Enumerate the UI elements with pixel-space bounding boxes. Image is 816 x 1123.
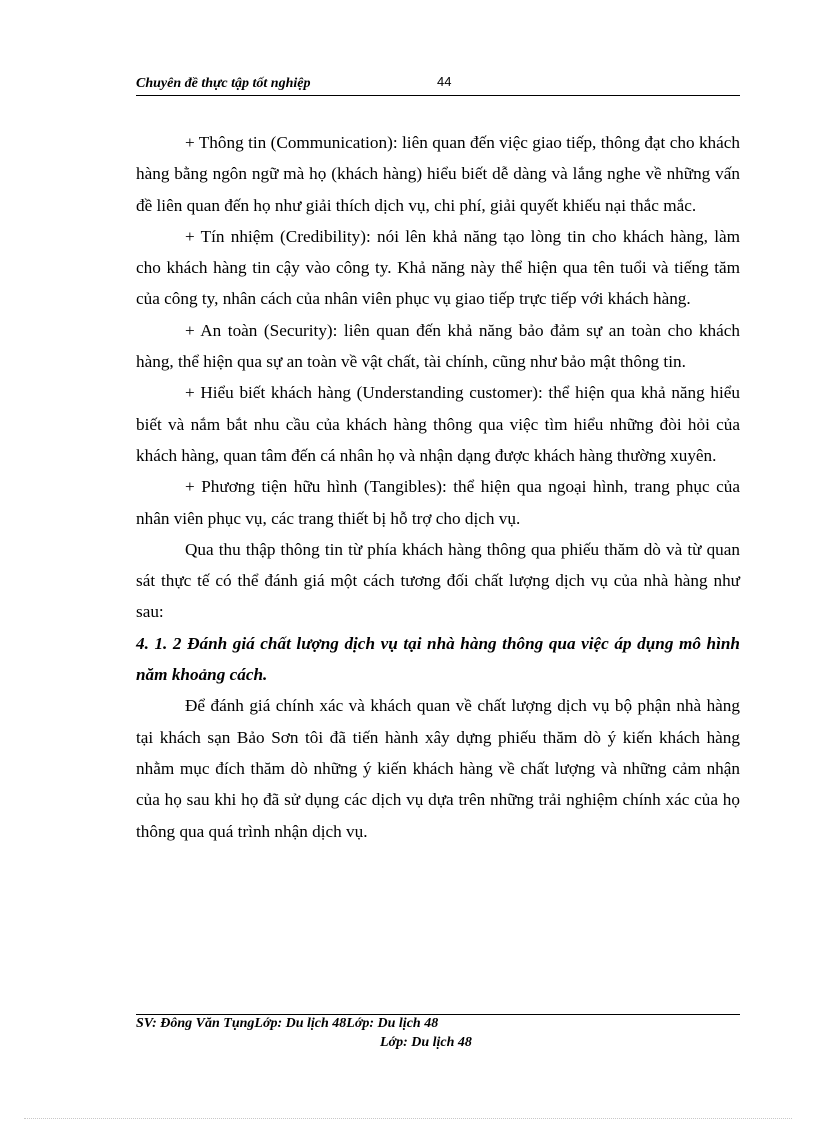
paragraph-understanding-customer: + Hiểu biết khách hàng (Understanding customer): thể hiện qua khả năng hiểu biết và nắm bắt nhu cầu của khách hàng thông qua việc tìm hiểu những đòi hỏi của khách hàng, quan tâm đến cá nhân họ và nhận dạng được khách hàng thường xuyên. [136, 383, 740, 465]
paragraph-summary: Qua thu thập thông tin từ phía khách hàng thông qua phiếu thăm dò và từ quan sát thực tế có thể đánh giá một cách tương đối chất lượng dịch vụ của nhà hàng như sau: [136, 539, 740, 622]
document-body [136, 127, 740, 847]
header-divider [136, 95, 740, 96]
paragraph-communication: + Thông tin (Communication): liên quan đến việc giao tiếp, thông đạt cho khách hàng bằng ngôn ngữ mà họ (khách hàng) hiểu biết dễ dàng và lắng nghe về những vấn đề liên quan đến họ như giải thích dịch vụ, chi phí, giải quyết khiếu nại thắc mắc. [136, 133, 740, 215]
paragraph-tangibles: + Phương tiện hữu hình (Tangibles): thể hiện qua ngoại hình, trang phục của nhân viên phục vụ, các trang thiết bị hỗ trợ cho dịch vụ. [136, 477, 740, 528]
page-number: 44 [437, 74, 452, 89]
section-heading: 4. 1. 2 Đánh giá chất lượng dịch vụ tại nhà hàng thông qua việc áp dụng mô hình năm khoảng cách. [136, 633, 740, 685]
footer-class-info: Lớp: Du lịch 48 [380, 1035, 472, 1050]
footer-student-info: SV: Đông Văn TụngLớp: Du lịch 48Lớp: Du lịch 48 [136, 1016, 439, 1031]
paragraph-credibility: + Tín nhiệm (Credibility): nói lên khả năng tạo lòng tin cho khách hàng, làm cho khách hàng tin cậy vào công ty. Khả năng này thể hiện qua tên tuổi và tiếng tăm của công ty, nhân cách của nhân viên phục vụ giao tiếp trực tiếp với khách hàng. [136, 226, 740, 309]
paragraph-security: + An toàn (Security): liên quan đến khả năng bảo đảm sự an toàn cho khách hàng, thể hiện qua sự an toàn về vật chất, tài chính, cũng như bảo mật thông tin. [136, 320, 740, 372]
footer-divider [136, 1014, 740, 1015]
paragraph-closing: Để đánh giá chính xác và khách quan về chất lượng dịch vụ bộ phận nhà hàng tại khách sạn Bảo Sơn tôi đã tiến hành xây dựng phiếu thăm dò ý kiến khách hàng nhằm mục đích thăm dò những ý kiến khách hàng về chất lượng và những cảm nhận của họ sau khi họ đã sử dụng các dịch vụ dựa trên những trải nghiệm chính xác của họ thông qua quá trình nhận dịch vụ. [136, 696, 740, 841]
page-edge-divider [24, 1118, 792, 1119]
header-title: Chuyên đề thực tập tốt nghiệp [136, 76, 311, 91]
